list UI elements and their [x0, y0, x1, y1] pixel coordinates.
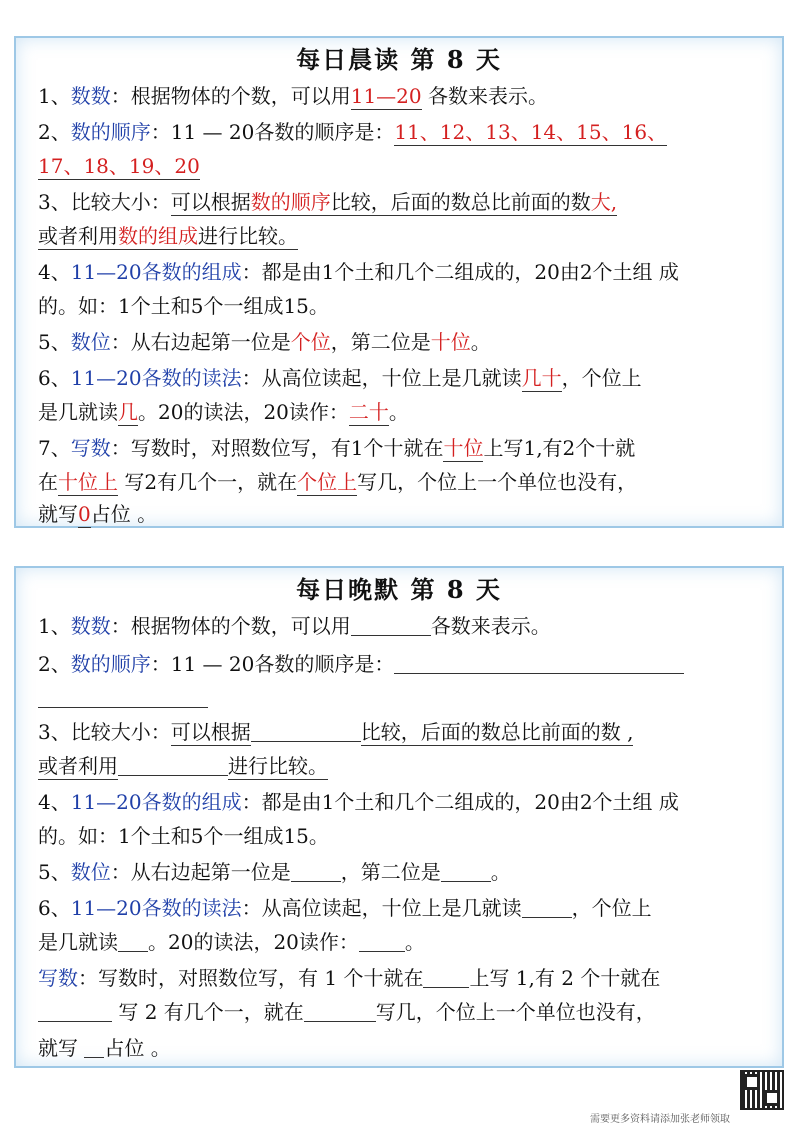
text: 比较，后面的数总比前面的数 — [330, 190, 591, 214]
morning-line-7b — [38, 468, 762, 496]
text: 是几就读 — [38, 400, 118, 424]
text: 。 — [388, 400, 409, 424]
answer: 11、12、13、14、15、16、 — [394, 120, 668, 144]
text: ：11 — 20各数的顺序是： — [150, 120, 395, 144]
text: 6、 — [38, 366, 71, 390]
text: 可以根据 — [170, 720, 251, 744]
morning-line-6b — [38, 398, 762, 426]
answer: 二十 — [348, 400, 389, 424]
text: 5、 — [38, 860, 71, 884]
text: ：根据物体的个数，可以用 — [110, 614, 351, 638]
answer: 十位 — [430, 330, 471, 354]
text: ：从右边起第一位是 — [110, 860, 291, 884]
answer-blank[interactable] — [84, 1037, 104, 1058]
text: 就写 — [38, 1036, 85, 1060]
evening-line-1 — [38, 612, 762, 640]
evening-line-7b — [38, 998, 762, 1026]
morning-line-3b — [38, 222, 762, 250]
answer: 数的组成 — [118, 224, 198, 248]
text: ：11 — 20各数的顺序是： — [150, 652, 395, 676]
answer-blank[interactable] — [441, 861, 491, 882]
keyword: 数数 — [70, 614, 111, 638]
text: 写几，个位上一个单位也没有， — [357, 470, 638, 494]
text: 进行比较。 — [228, 754, 328, 778]
text: 。20的读法，20读作： — [138, 400, 349, 424]
evening-line-7c — [38, 1034, 762, 1062]
text: 3、比较大小： — [38, 720, 171, 744]
text: ：根据物体的个数，可以用 — [110, 84, 351, 108]
text: ：都是由1个土和几个二组成的，20由2个土组 成 — [241, 260, 679, 284]
keyword: 11—20各数的组成 — [70, 790, 242, 814]
text: 比较，后面的数总比前面的数 — [360, 720, 621, 744]
morning-line-1 — [38, 82, 762, 110]
text: 或者利用 — [38, 224, 118, 248]
keyword: 写数 — [70, 436, 111, 460]
answer-blank[interactable] — [304, 1001, 376, 1022]
text: 写几，个位上一个单位也没有， — [375, 1000, 656, 1024]
text: 或者利用 — [38, 754, 118, 778]
qr-code-icon — [740, 1070, 784, 1110]
morning-line-7c — [38, 500, 762, 528]
answer-blank[interactable] — [38, 687, 208, 708]
text: 在 — [38, 470, 58, 494]
answer-blank[interactable] — [359, 931, 405, 952]
evening-line-7 — [38, 964, 762, 992]
text: ：从高位读起，十位上是几就读 — [241, 896, 522, 920]
evening-line-3 — [38, 718, 762, 746]
morning-reading-card — [14, 36, 784, 528]
text: 占位 。 — [90, 502, 158, 526]
answer: 几 — [118, 400, 138, 424]
text: 4、 — [38, 790, 71, 814]
text: 1、 — [38, 614, 71, 638]
evening-line-6b — [38, 928, 762, 956]
answer: 大, — [590, 190, 618, 214]
text: 就写 — [38, 502, 78, 526]
text: 。 — [490, 860, 511, 884]
keyword: 数数 — [70, 84, 111, 108]
answer: 0 — [78, 502, 91, 526]
text: 的。如：1个土和5个一组成15。 — [38, 824, 329, 848]
evening-line-2 — [38, 650, 762, 678]
text: 各数来表示。 — [430, 614, 551, 638]
keyword: 写数 — [38, 966, 78, 990]
evening-line-2b — [38, 684, 762, 712]
text: ，第二位是 — [330, 330, 431, 354]
answer: 十位 — [443, 436, 484, 460]
evening-dictation-card — [14, 566, 784, 1068]
morning-line-4 — [38, 258, 762, 286]
keyword: 11—20各数的组成 — [70, 260, 242, 284]
answer-blank[interactable] — [118, 755, 228, 776]
text: 7、 — [38, 436, 71, 460]
text: 是几就读 — [38, 930, 118, 954]
morning-line-3 — [38, 188, 762, 216]
text: 5、 — [38, 330, 71, 354]
text: 上写1,有2个十就 — [483, 436, 636, 460]
answer-blank[interactable] — [118, 931, 148, 952]
answer: 个位 — [290, 330, 331, 354]
morning-line-7 — [38, 434, 762, 462]
text: 可以根据 — [170, 190, 251, 214]
text: ：从右边起第一位是 — [110, 330, 291, 354]
text: 6、 — [38, 896, 71, 920]
text: 的。如：1个土和5个一组成15。 — [38, 294, 329, 318]
text: 2、 — [38, 120, 71, 144]
text: 。20的读法，20读作： — [148, 930, 359, 954]
text: ：从高位读起，十位上是几就读 — [241, 366, 522, 390]
text: 各数来表示。 — [421, 84, 548, 108]
keyword: 数位 — [70, 860, 111, 884]
morning-line-5 — [38, 328, 762, 356]
evening-line-3b — [38, 752, 762, 780]
answer-blank[interactable] — [394, 653, 684, 674]
text: 2、 — [38, 652, 71, 676]
text: 1、 — [38, 84, 71, 108]
evening-line-4b — [38, 822, 762, 850]
text: ，第二位是 — [340, 860, 441, 884]
text: 3、比较大小： — [38, 190, 171, 214]
keyword: 数的顺序 — [70, 120, 151, 144]
answer-blank[interactable] — [423, 967, 469, 988]
morning-line-2 — [38, 118, 762, 146]
text: ，个位上 — [561, 366, 642, 390]
answer-blank[interactable] — [38, 1001, 112, 1022]
evening-title: 每日晚默 第 8 天 — [296, 575, 502, 604]
text: ，个位上 — [571, 896, 652, 920]
keyword: 数位 — [70, 330, 111, 354]
footer-note: 需要更多资料请添加张老师领取 — [590, 1114, 730, 1125]
answer: 个位上 — [297, 470, 358, 494]
text: ：写数时，对照数位写，有 1 个十就在 — [78, 966, 424, 990]
answer: 11—20 — [350, 84, 422, 108]
answer-blank[interactable] — [251, 721, 361, 742]
answer: 数的顺序 — [250, 190, 331, 214]
answer: 17、18、19、20 — [38, 154, 200, 178]
text: 进行比较。 — [198, 224, 298, 248]
evening-line-4 — [38, 788, 762, 816]
answer: 十位上 — [58, 470, 118, 494]
evening-line-6 — [38, 894, 762, 922]
answer-blank[interactable] — [351, 615, 431, 636]
morning-line-2b — [38, 152, 762, 180]
text: 占位 。 — [104, 1036, 171, 1060]
text: 4、 — [38, 260, 71, 284]
morning-line-6 — [38, 364, 762, 392]
text: 写 2 有几个一，就在 — [112, 1000, 304, 1024]
answer: 几十 — [521, 366, 562, 390]
morning-line-4b — [38, 292, 762, 320]
answer-blank[interactable] — [291, 861, 341, 882]
text: 写2有几个一，就在 — [118, 470, 298, 494]
text: ：都是由1个土和几个二组成的，20由2个土组 成 — [241, 790, 679, 814]
text: 。 — [470, 330, 491, 354]
answer-blank[interactable] — [522, 897, 572, 918]
text: 上写 1,有 2 个十就在 — [469, 966, 661, 990]
keyword: 11—20各数的读法 — [70, 366, 242, 390]
morning-title: 每日晨读 第 8 天 — [296, 45, 502, 74]
text: ：写数时，对照数位写，有1个十就在 — [110, 436, 444, 460]
keyword: 11—20各数的读法 — [70, 896, 242, 920]
text: 。 — [404, 930, 425, 954]
text: , — [620, 720, 634, 744]
keyword: 数的顺序 — [70, 652, 151, 676]
evening-line-5 — [38, 858, 762, 886]
